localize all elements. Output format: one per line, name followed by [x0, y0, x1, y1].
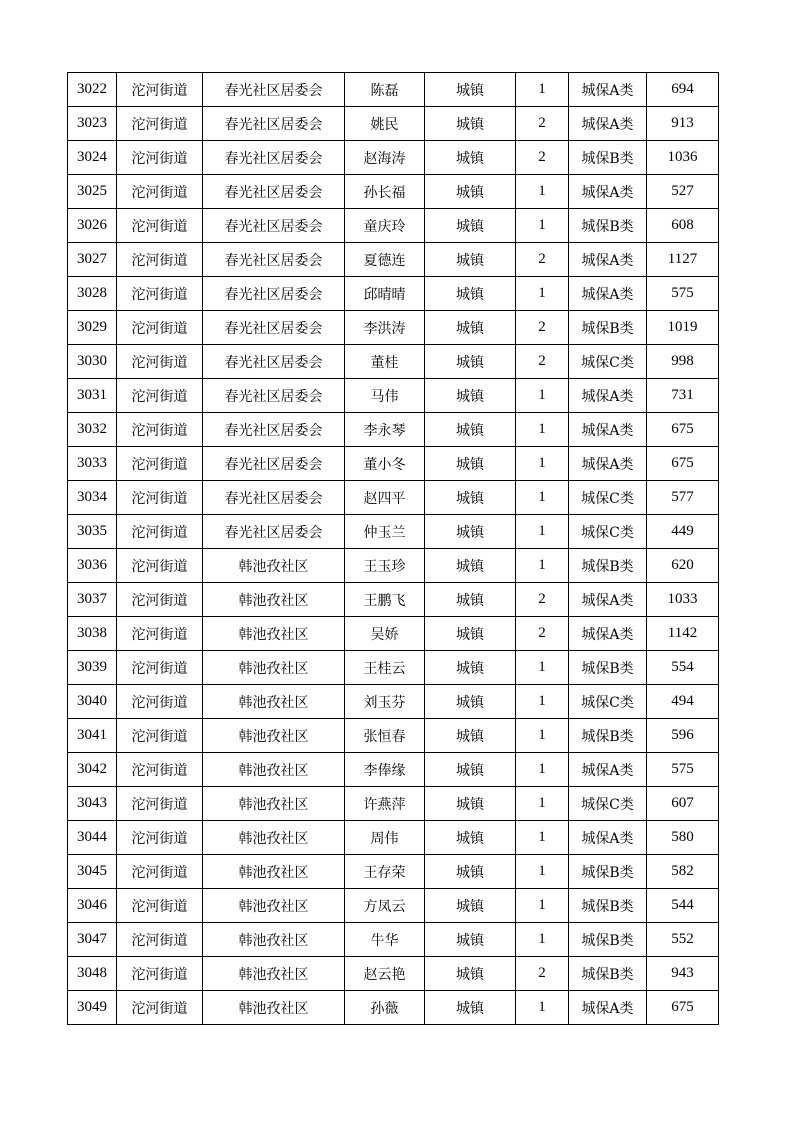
insurance-category-cell: 城保C类: [569, 481, 647, 515]
community-cell: 韩池孜社区: [203, 685, 345, 719]
area-type-cell: 城镇: [425, 685, 516, 719]
table-row: [68, 481, 719, 515]
table-row: [68, 651, 719, 685]
amount-cell: 575: [647, 753, 719, 787]
amount-cell: 675: [647, 413, 719, 447]
table-row: [68, 889, 719, 923]
name-cell: 许燕萍: [345, 787, 425, 821]
insurance-category-cell: 城保B类: [569, 957, 647, 991]
insurance-category-cell: 城保A类: [569, 753, 647, 787]
row-number-cell: 3026: [68, 209, 117, 243]
insurance-category-cell: 城保B类: [569, 855, 647, 889]
area-type-cell: 城镇: [425, 923, 516, 957]
community-cell: 韩池孜社区: [203, 753, 345, 787]
community-cell: 春光社区居委会: [203, 447, 345, 481]
amount-cell: 575: [647, 277, 719, 311]
area-type-cell: 城镇: [425, 515, 516, 549]
insurance-category-cell: 城保B类: [569, 209, 647, 243]
table-row: [68, 311, 719, 345]
insurance-category-cell: 城保B类: [569, 141, 647, 175]
row-number-cell: 3022: [68, 73, 117, 107]
table-row: [68, 209, 719, 243]
street-cell: 沱河街道: [117, 447, 203, 481]
street-cell: 沱河街道: [117, 243, 203, 277]
street-cell: 沱河街道: [117, 413, 203, 447]
amount-cell: 913: [647, 107, 719, 141]
household-count-cell: 1: [516, 549, 569, 583]
area-type-cell: 城镇: [425, 379, 516, 413]
table-row: [68, 413, 719, 447]
table-row: [68, 243, 719, 277]
name-cell: 赵海涛: [345, 141, 425, 175]
street-cell: 沱河街道: [117, 957, 203, 991]
insurance-category-cell: 城保A类: [569, 379, 647, 413]
table-row: [68, 141, 719, 175]
area-type-cell: 城镇: [425, 583, 516, 617]
household-count-cell: 1: [516, 209, 569, 243]
name-cell: 方凤云: [345, 889, 425, 923]
area-type-cell: 城镇: [425, 447, 516, 481]
community-cell: 韩池孜社区: [203, 719, 345, 753]
area-type-cell: 城镇: [425, 991, 516, 1025]
street-cell: 沱河街道: [117, 821, 203, 855]
street-cell: 沱河街道: [117, 141, 203, 175]
table-row: [68, 923, 719, 957]
area-type-cell: 城镇: [425, 481, 516, 515]
table-row: [68, 107, 719, 141]
street-cell: 沱河街道: [117, 107, 203, 141]
row-number-cell: 3048: [68, 957, 117, 991]
area-type-cell: 城镇: [425, 889, 516, 923]
insurance-category-cell: 城保A类: [569, 413, 647, 447]
amount-cell: 998: [647, 345, 719, 379]
name-cell: 张恒春: [345, 719, 425, 753]
household-count-cell: 1: [516, 889, 569, 923]
amount-cell: 1033: [647, 583, 719, 617]
insurance-category-cell: 城保B类: [569, 651, 647, 685]
table-row: [68, 583, 719, 617]
street-cell: 沱河街道: [117, 685, 203, 719]
amount-cell: 608: [647, 209, 719, 243]
amount-cell: 580: [647, 821, 719, 855]
household-count-cell: 1: [516, 651, 569, 685]
table-row: [68, 685, 719, 719]
name-cell: 赵云艳: [345, 957, 425, 991]
community-cell: 春光社区居委会: [203, 243, 345, 277]
insurance-category-cell: 城保A类: [569, 447, 647, 481]
area-type-cell: 城镇: [425, 957, 516, 991]
insurance-category-cell: 城保A类: [569, 821, 647, 855]
street-cell: 沱河街道: [117, 73, 203, 107]
community-cell: 春光社区居委会: [203, 345, 345, 379]
table-row: [68, 991, 719, 1025]
table-row: [68, 719, 719, 753]
insurance-category-cell: 城保C类: [569, 515, 647, 549]
area-type-cell: 城镇: [425, 345, 516, 379]
name-cell: 孙薇: [345, 991, 425, 1025]
household-count-cell: 2: [516, 957, 569, 991]
row-number-cell: 3036: [68, 549, 117, 583]
row-number-cell: 3039: [68, 651, 117, 685]
table-row: [68, 549, 719, 583]
community-cell: 春光社区居委会: [203, 73, 345, 107]
community-cell: 韩池孜社区: [203, 651, 345, 685]
insurance-category-cell: 城保A类: [569, 991, 647, 1025]
row-number-cell: 3029: [68, 311, 117, 345]
community-cell: 韩池孜社区: [203, 855, 345, 889]
table-row: [68, 617, 719, 651]
name-cell: 李永琴: [345, 413, 425, 447]
household-count-cell: 1: [516, 447, 569, 481]
table-row: [68, 515, 719, 549]
name-cell: 周伟: [345, 821, 425, 855]
row-number-cell: 3040: [68, 685, 117, 719]
table-row: [68, 379, 719, 413]
area-type-cell: 城镇: [425, 311, 516, 345]
name-cell: 仲玉兰: [345, 515, 425, 549]
area-type-cell: 城镇: [425, 107, 516, 141]
amount-cell: 675: [647, 447, 719, 481]
community-cell: 韩池孜社区: [203, 549, 345, 583]
area-type-cell: 城镇: [425, 617, 516, 651]
area-type-cell: 城镇: [425, 787, 516, 821]
community-cell: 韩池孜社区: [203, 957, 345, 991]
community-cell: 春光社区居委会: [203, 481, 345, 515]
community-cell: 韩池孜社区: [203, 583, 345, 617]
name-cell: 李俸缘: [345, 753, 425, 787]
row-number-cell: 3037: [68, 583, 117, 617]
name-cell: 董小冬: [345, 447, 425, 481]
street-cell: 沱河街道: [117, 345, 203, 379]
area-type-cell: 城镇: [425, 243, 516, 277]
household-count-cell: 1: [516, 855, 569, 889]
amount-cell: 675: [647, 991, 719, 1025]
area-type-cell: 城镇: [425, 141, 516, 175]
insurance-category-cell: 城保C类: [569, 685, 647, 719]
insurance-category-cell: 城保A类: [569, 107, 647, 141]
insurance-category-cell: 城保A类: [569, 583, 647, 617]
area-type-cell: 城镇: [425, 413, 516, 447]
table-body: [68, 73, 719, 1025]
row-number-cell: 3024: [68, 141, 117, 175]
community-cell: 春光社区居委会: [203, 209, 345, 243]
area-type-cell: 城镇: [425, 855, 516, 889]
area-type-cell: 城镇: [425, 753, 516, 787]
household-count-cell: 2: [516, 345, 569, 379]
amount-cell: 1019: [647, 311, 719, 345]
amount-cell: 544: [647, 889, 719, 923]
name-cell: 刘玉芬: [345, 685, 425, 719]
household-count-cell: 1: [516, 923, 569, 957]
name-cell: 王桂云: [345, 651, 425, 685]
household-count-cell: 2: [516, 243, 569, 277]
community-cell: 韩池孜社区: [203, 617, 345, 651]
community-cell: 韩池孜社区: [203, 787, 345, 821]
table-row: [68, 787, 719, 821]
street-cell: 沱河街道: [117, 855, 203, 889]
household-count-cell: 1: [516, 753, 569, 787]
community-cell: 韩池孜社区: [203, 991, 345, 1025]
row-number-cell: 3031: [68, 379, 117, 413]
street-cell: 沱河街道: [117, 549, 203, 583]
street-cell: 沱河街道: [117, 617, 203, 651]
area-type-cell: 城镇: [425, 549, 516, 583]
household-count-cell: 1: [516, 685, 569, 719]
table-row: [68, 753, 719, 787]
amount-cell: 694: [647, 73, 719, 107]
community-cell: 春光社区居委会: [203, 277, 345, 311]
amount-cell: 494: [647, 685, 719, 719]
row-number-cell: 3049: [68, 991, 117, 1025]
name-cell: 童庆玲: [345, 209, 425, 243]
amount-cell: 449: [647, 515, 719, 549]
household-count-cell: 1: [516, 413, 569, 447]
row-number-cell: 3035: [68, 515, 117, 549]
row-number-cell: 3041: [68, 719, 117, 753]
area-type-cell: 城镇: [425, 821, 516, 855]
insurance-category-cell: 城保A类: [569, 73, 647, 107]
row-number-cell: 3028: [68, 277, 117, 311]
insurance-category-cell: 城保A类: [569, 617, 647, 651]
street-cell: 沱河街道: [117, 719, 203, 753]
area-type-cell: 城镇: [425, 719, 516, 753]
insurance-category-cell: 城保B类: [569, 311, 647, 345]
community-cell: 韩池孜社区: [203, 889, 345, 923]
insurance-category-cell: 城保B类: [569, 889, 647, 923]
street-cell: 沱河街道: [117, 175, 203, 209]
amount-cell: 731: [647, 379, 719, 413]
community-cell: 春光社区居委会: [203, 175, 345, 209]
area-type-cell: 城镇: [425, 209, 516, 243]
name-cell: 王鹏飞: [345, 583, 425, 617]
row-number-cell: 3046: [68, 889, 117, 923]
row-number-cell: 3043: [68, 787, 117, 821]
table-row: [68, 345, 719, 379]
name-cell: 赵四平: [345, 481, 425, 515]
amount-cell: 554: [647, 651, 719, 685]
area-type-cell: 城镇: [425, 175, 516, 209]
row-number-cell: 3042: [68, 753, 117, 787]
row-number-cell: 3023: [68, 107, 117, 141]
amount-cell: 527: [647, 175, 719, 209]
row-number-cell: 3030: [68, 345, 117, 379]
row-number-cell: 3045: [68, 855, 117, 889]
table-row: [68, 821, 719, 855]
street-cell: 沱河街道: [117, 583, 203, 617]
name-cell: 董桂: [345, 345, 425, 379]
insurance-category-cell: 城保C类: [569, 787, 647, 821]
name-cell: 李洪涛: [345, 311, 425, 345]
insurance-category-cell: 城保A类: [569, 175, 647, 209]
community-cell: 春光社区居委会: [203, 311, 345, 345]
street-cell: 沱河街道: [117, 991, 203, 1025]
household-count-cell: 2: [516, 107, 569, 141]
household-count-cell: 1: [516, 991, 569, 1025]
community-cell: 韩池孜社区: [203, 821, 345, 855]
street-cell: 沱河街道: [117, 923, 203, 957]
street-cell: 沱河街道: [117, 753, 203, 787]
community-cell: 春光社区居委会: [203, 413, 345, 447]
insurance-category-cell: 城保C类: [569, 345, 647, 379]
household-count-cell: 2: [516, 617, 569, 651]
name-cell: 陈磊: [345, 73, 425, 107]
household-count-cell: 1: [516, 481, 569, 515]
street-cell: 沱河街道: [117, 311, 203, 345]
row-number-cell: 3032: [68, 413, 117, 447]
row-number-cell: 3025: [68, 175, 117, 209]
name-cell: 夏德连: [345, 243, 425, 277]
row-number-cell: 3027: [68, 243, 117, 277]
amount-cell: 582: [647, 855, 719, 889]
table-row: [68, 73, 719, 107]
insurance-category-cell: 城保B类: [569, 923, 647, 957]
amount-cell: 1036: [647, 141, 719, 175]
name-cell: 王玉珍: [345, 549, 425, 583]
row-number-cell: 3038: [68, 617, 117, 651]
insurance-category-cell: 城保B类: [569, 719, 647, 753]
name-cell: 吴娇: [345, 617, 425, 651]
name-cell: 孙长福: [345, 175, 425, 209]
amount-cell: 607: [647, 787, 719, 821]
community-cell: 春光社区居委会: [203, 515, 345, 549]
name-cell: 马伟: [345, 379, 425, 413]
amount-cell: 620: [647, 549, 719, 583]
amount-cell: 577: [647, 481, 719, 515]
household-count-cell: 1: [516, 821, 569, 855]
area-type-cell: 城镇: [425, 277, 516, 311]
household-count-cell: 1: [516, 719, 569, 753]
community-cell: 春光社区居委会: [203, 141, 345, 175]
insurance-category-cell: 城保A类: [569, 243, 647, 277]
street-cell: 沱河街道: [117, 481, 203, 515]
community-cell: 韩池孜社区: [203, 923, 345, 957]
row-number-cell: 3034: [68, 481, 117, 515]
amount-cell: 596: [647, 719, 719, 753]
street-cell: 沱河街道: [117, 379, 203, 413]
table-row: [68, 855, 719, 889]
household-count-cell: 1: [516, 515, 569, 549]
table-row: [68, 277, 719, 311]
street-cell: 沱河街道: [117, 787, 203, 821]
name-cell: 王存荣: [345, 855, 425, 889]
household-count-cell: 1: [516, 175, 569, 209]
name-cell: 牛华: [345, 923, 425, 957]
household-count-cell: 2: [516, 583, 569, 617]
area-type-cell: 城镇: [425, 651, 516, 685]
amount-cell: 1142: [647, 617, 719, 651]
name-cell: 姚民: [345, 107, 425, 141]
data-table: [67, 72, 719, 1025]
table-row: [68, 957, 719, 991]
row-number-cell: 3044: [68, 821, 117, 855]
row-number-cell: 3033: [68, 447, 117, 481]
table-row: [68, 175, 719, 209]
household-count-cell: 2: [516, 141, 569, 175]
street-cell: 沱河街道: [117, 515, 203, 549]
area-type-cell: 城镇: [425, 73, 516, 107]
household-count-cell: 1: [516, 277, 569, 311]
row-number-cell: 3047: [68, 923, 117, 957]
insurance-category-cell: 城保A类: [569, 277, 647, 311]
household-count-cell: 2: [516, 311, 569, 345]
amount-cell: 943: [647, 957, 719, 991]
street-cell: 沱河街道: [117, 651, 203, 685]
table-row: [68, 447, 719, 481]
street-cell: 沱河街道: [117, 277, 203, 311]
amount-cell: 1127: [647, 243, 719, 277]
community-cell: 春光社区居委会: [203, 107, 345, 141]
household-count-cell: 1: [516, 73, 569, 107]
household-count-cell: 1: [516, 787, 569, 821]
street-cell: 沱河街道: [117, 209, 203, 243]
household-count-cell: 1: [516, 379, 569, 413]
street-cell: 沱河街道: [117, 889, 203, 923]
insurance-category-cell: 城保B类: [569, 549, 647, 583]
name-cell: 邱晴晴: [345, 277, 425, 311]
community-cell: 春光社区居委会: [203, 379, 345, 413]
amount-cell: 552: [647, 923, 719, 957]
data-table-container: [67, 72, 719, 1025]
